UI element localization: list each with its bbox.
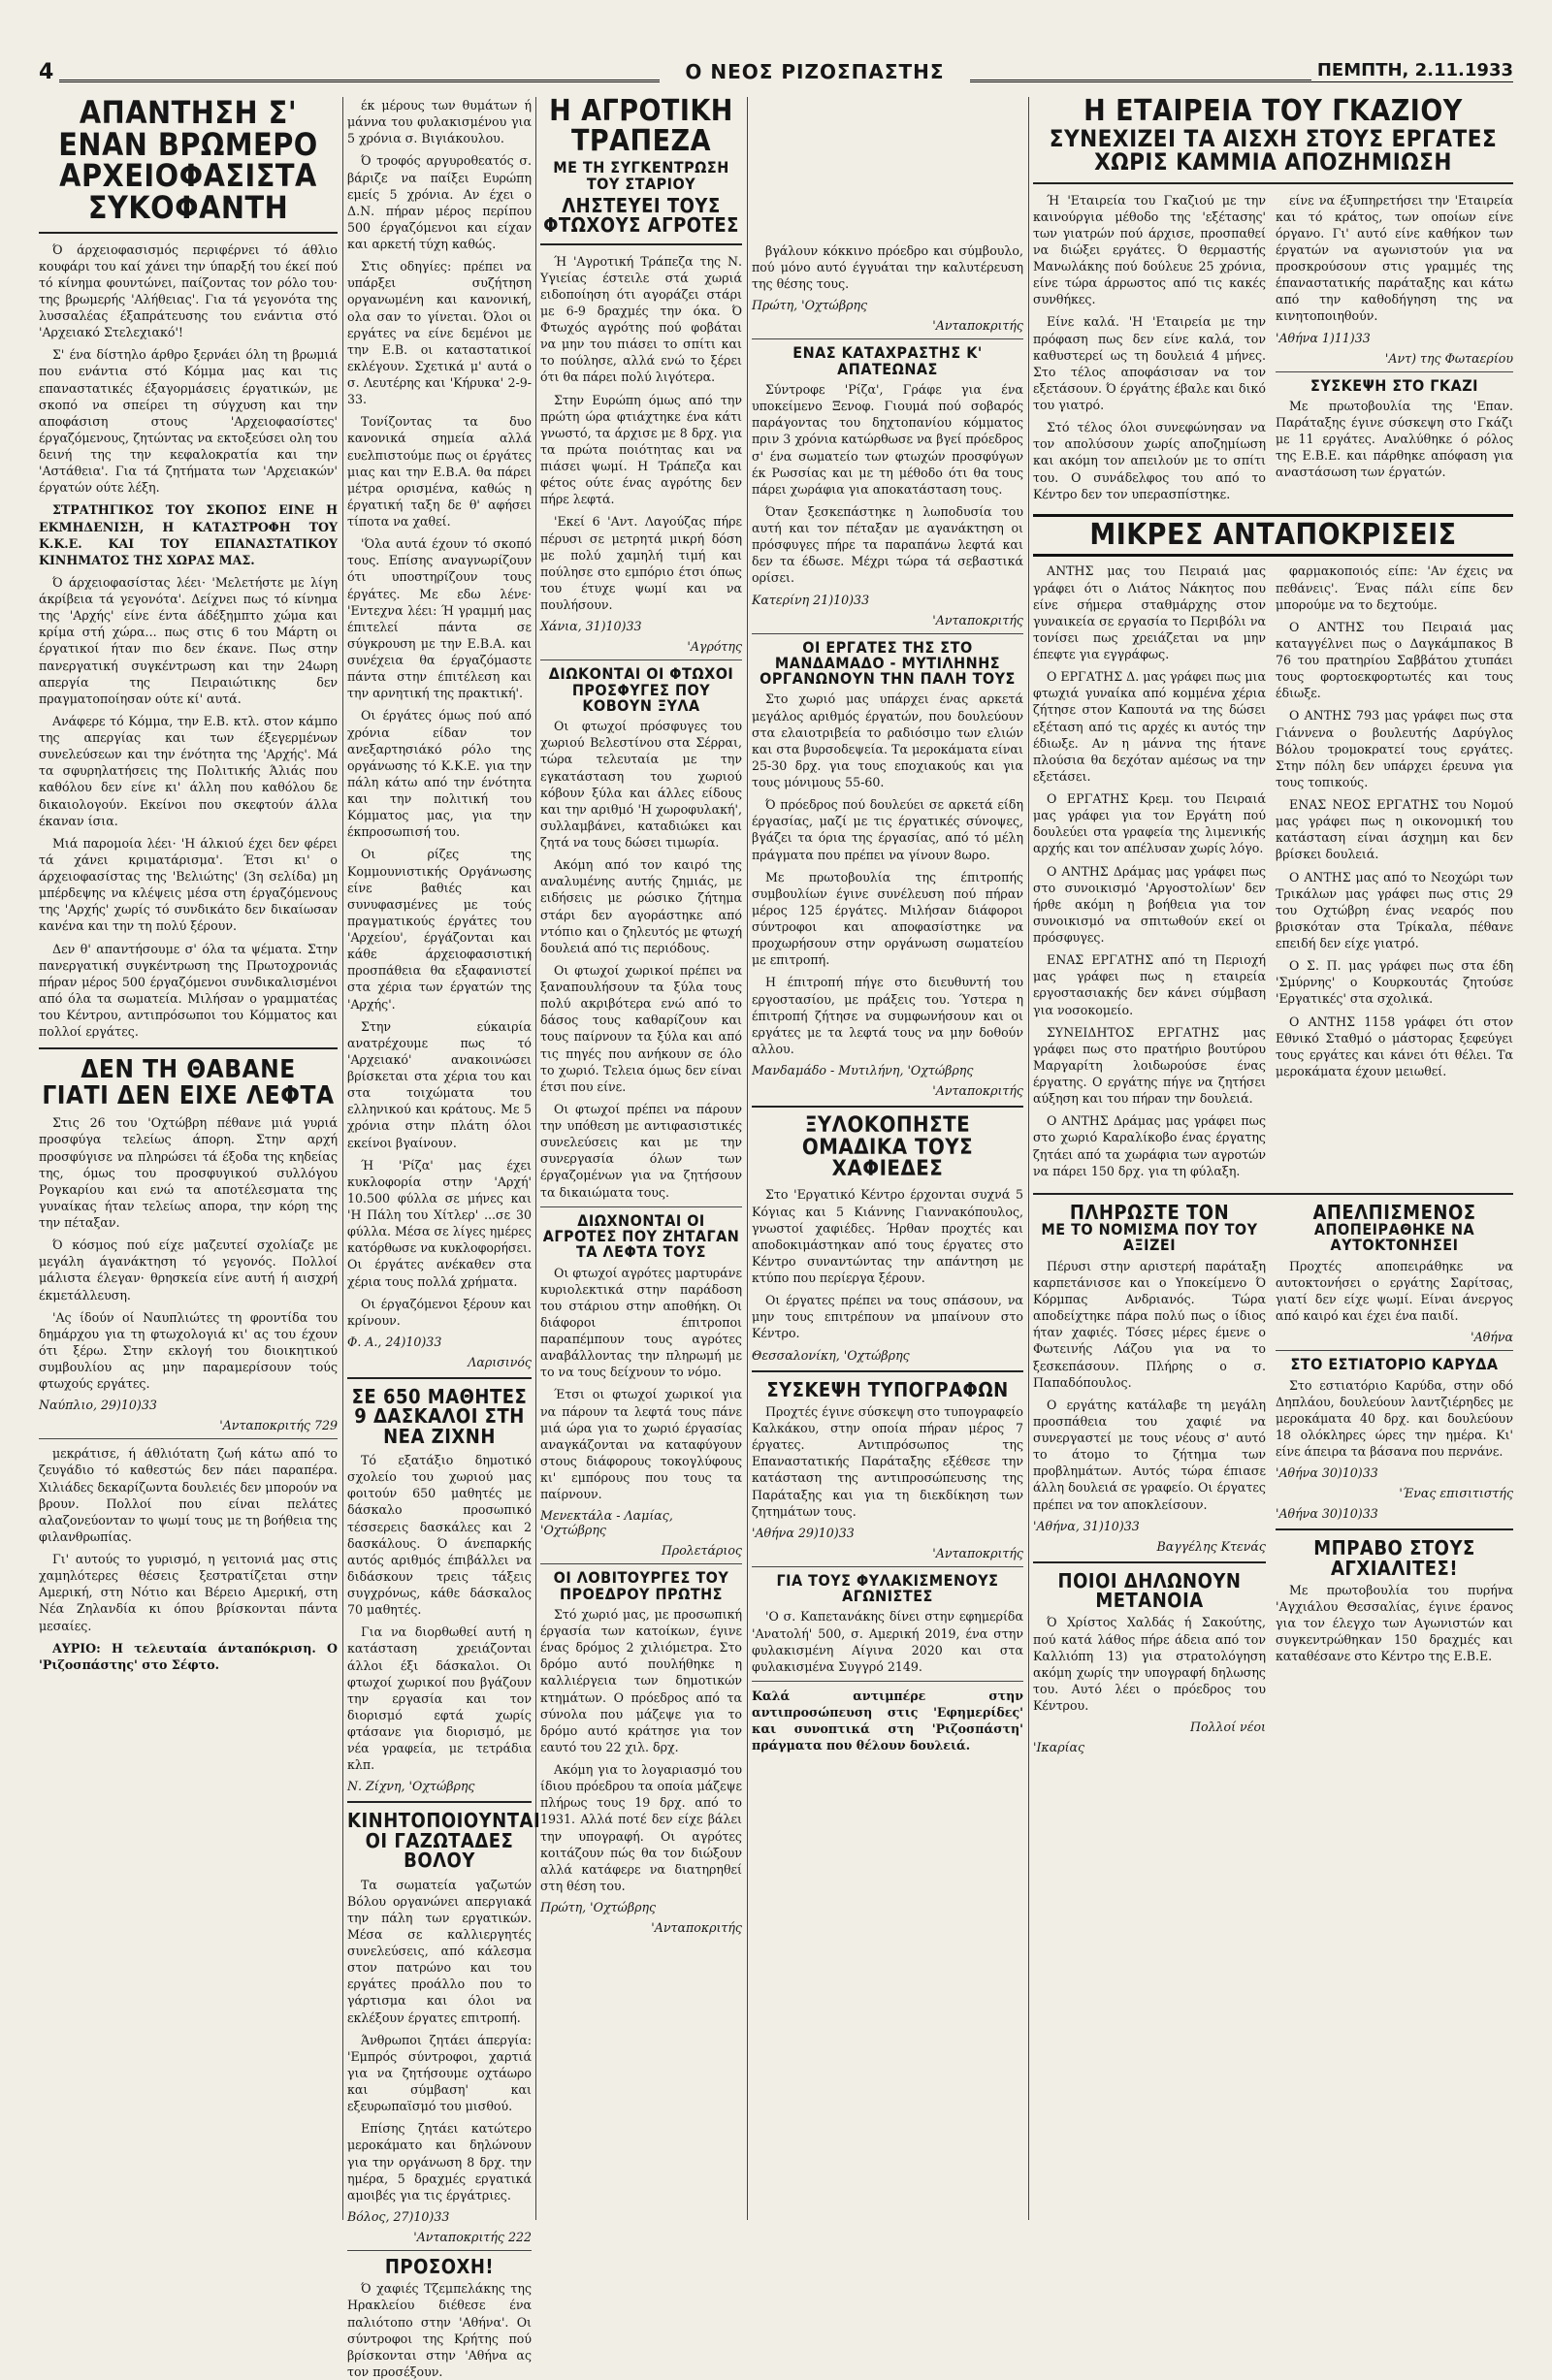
article-headline: ΜΠΡΑΒΟ ΣΤΟΥΣ ΑΓΧΙΑΛΙΤΕΣ! (1313, 1536, 1475, 1580)
article-paragraph: Με πρωτοβουλία του πυρήνα 'Αγχιάλου Θεσσαλίας, έγινε έρανος για τον έλεγχο των Αγωνιστών και συγκεντρώθηκαν 150 δραχμές και καταθέσανε στο Κέντρο της Ε.Β.Ε. (1276, 1582, 1513, 1664)
dateline: 'Αθήνα 29)10)33 (752, 1525, 855, 1540)
article-paragraph: Τονίζοντας τα δυο κανονικά σημεία αλλά ευελπιστούμε πως οι έργάτες μιας και την Ε.Β.Α. θα πάρει μέτρα ορισμένα, καθώς η έργατική ταξη δε θ' αφήσει τίποτα να χαθεί. (347, 414, 532, 529)
reports-subcolumn (1276, 563, 1513, 1184)
article-paragraph: Σ' ένα δίστηλο άρθρο ξερνάει όλη τη βρωμιά που ενάντια στό Κόμμα μας και τις επαναστατικές έξαγορμάσεις έργατικών, με σκοπό να σπείρει τη σύγχυση και την αποφάσιση στους 'Αρχειοφασίστες' έργαζόμενους, ζητώντας να εκτοξεύσει ολη του δεινή της την κεφαλοκρατία και την 'Αστάθεια'. Για τά ζητήματα των 'Αρχειακών' έργατών ούτε λέξη. (39, 347, 338, 496)
article-paragraph: Οι φτωχοί πρόσφυγες του χωριού Βελεστίνου στα Σέρραι, τώρα τελευταία με την εγκατάσταση του χωριού κόβουν ξύλα και άλλες είδους και την αριθμό 'Η χωροφυλακή', συλλαμβάνει, καταδιώκει και ζητά να τους δώσει τιμωρία. (540, 719, 742, 851)
article-paragraph: Επίσης ζητάει κατώτερο μεροκάματο και δηλώνουν για την οργάνωση 8 δρχ. την ημέρα, 5 δραχμές εργατικά αμοιβές για τις έργάτριες. (347, 2121, 532, 2203)
byline: 'Ανταποκριτής (651, 1920, 742, 1936)
column-5 (1033, 94, 1513, 2221)
article-paragraph: Οι έργαζόμενοι ξέρουν και κρίνουν. (347, 1296, 532, 1328)
divider (752, 633, 1023, 634)
article-paragraph: Γι' αυτούς το γυρισμό, η γειτονιά μας στις χαμηλότερες θέσεις ξεστρατίζεται στην Αμερική, στη Νότιο και Βέρειο Αμερική, στη Νέα Ζηλανδία κι όπου βρίσκονται πάντα μεσαίες. (39, 1552, 338, 1633)
article-paragraph: Ό χαφιές Τζεμπελάκης της Ηρακλείου διέθεσε ένα παλιότοπο στην 'Αθήνα'. Οι σύντροφοι της Κρήτης πού βρίσκονται στην 'Αθήνα ας τον προσέξουν. (347, 2281, 532, 2379)
byline: 'Αντ) της Φωταερίου (1384, 350, 1513, 366)
divider (1276, 1528, 1513, 1530)
article-headline: 9 ΔΑΣΚΑΛΟΙ ΣΤΗ ΝΕΑ ΖΙΧΝΗ (354, 1404, 525, 1448)
divider (1276, 371, 1513, 372)
article-headline: ΟΙ ΕΡΓΑΤΕΣ ΤΗΣ ΣΤΟ ΜΑΝΔΑΜΑΔΟ - ΜΥΤΙΛΗΝΗΣ ΟΡΓΑΝΩΝΟΥΝ ΤΗΝ ΠΑΛΗ ΤΟΥΣ (760, 637, 1016, 689)
dateline: 'Αθήνα 1)11)33 (1276, 330, 1371, 345)
dateline: Πρώτη, 'Οχτώβρης (752, 298, 868, 313)
divider (540, 1563, 742, 1564)
article-paragraph: Προχτές αποπειράθηκε να αυτοκτονήσει ο εργάτης Σαρίτσας, γιατί δεν είχε ψωμί. Είναι άνεργος από καιρό και έχει ένα παιδί. (1276, 1258, 1513, 1324)
headline-deck: ΣΥΝΕΧΙΖΕΙ ΤΑ ΑΙΣΧΗ ΣΤΟΥΣ ΕΡΓΑΤΕΣ (1049, 124, 1498, 152)
article-paragraph: Οι έργατες πρέπει να τους σπάσουν, να μην τους επιτρέπουν να μπαίνουν στο Κέντρο. (752, 1293, 1023, 1341)
dateline: 'Ικαρίας (1033, 1740, 1085, 1755)
divider (540, 1206, 742, 1207)
dateline: Μενεκτάλα - Λαμίας, 'Οχτώβρης (540, 1508, 673, 1538)
article-paragraph: Πέρυσι στην αριστερή παράταξη καρπετάνισσε και ο Υποκείμενο Ό Κόρμπας Ανδριανός. Τώρα αποδείχτηκε πάρα πολύ πως ο ίδιος ήταν χαφιές. Τόσες μέρες έμενε ο Φωτεινής Λάζου για να το ξεσκεπάσουν. Πλήρης ο σ. Παπαδόπουλος. (1033, 1258, 1266, 1390)
report-item: Ο Σ. Π. μας γράφει πως στα έδη 'Σμύρνης' ο Κουρκουτάς ζητούσε 'Εργατικές' στα σχολικά. (1276, 958, 1513, 1007)
report-item: Ο ΕΡΓΑΤΗΣ Δ. μας γράφει πως μια φτωχιά γυναίκα από κομμένα χέρια ζήτησε στον Καπουτά να της δώσει εξέταση από τις αρχές κι αυτός την έδιωξε. Αν η μάννα της ήτανε πλούσια θα δεχόταν αμέσως να την εξετάσει. (1033, 669, 1266, 784)
divider (347, 1377, 532, 1379)
article-paragraph: ΣΤΡΑΤΗΓΙΚΟΣ ΤΟΥ ΣΚΟΠΟΣ ΕΙΝΕ Η ΕΚΜΗΔΕΝΙΣΗ, Η ΚΑΤΑΣΤΡΟΦΗ ΤΟΥ Κ.Κ.Ε. ΚΑΙ ΤΟΥ ΕΠΑΝΑΣΤΑΤΙΚΟΥ ΚΙΝΗΜΑΤΟΣ ΤΗΣ ΧΩΡΑΣ ΜΑΣ. (39, 502, 338, 567)
article-paragraph: Προχτές έγινε σύσκεψη στο τυπογραφείο Καλκάκου, στην οποία πήραν μέρος 7 έργατες. Αντιπρόσωπος της Επαναστατικής Παράταξης εξέθεσε την κατάσταση της αντιπροσώπευσης της Παράταξης και για τη διεκδίκηση των ζητημάτων τους. (752, 1403, 1023, 1519)
article-paragraph: Στό τέλος όλοι συνεφώνησαν να τον απολύσουν χωρίς αποζημίωση και ακόμη τον απειλούν με το σπίτι του. Ο συνάδελφος του από το Κέντρο δεν τον υπερασπίστηκε. (1033, 420, 1266, 501)
article-paragraph: Ή 'Ρίζα' μας έχει κυκλοφορία στην 'Αρχή' 10.500 φύλλα σε μήνες και 'Η Πάλη του Χίτλερ' ...σε 30 φύλλα. Μέσα σε λίγες ημέρες κατόρθωσε να κυκλοφορήσει. Οι έργάτες ανέκαθεν στα χέρια τους πολλά χρήματα. (347, 1157, 532, 1289)
dateline: 'Αθήνα 30)10)33 (1276, 1506, 1378, 1522)
headline-deck: ΜΕ ΤΗ ΣΥΓΚΕΝΤΡΩΣΗ ΤΟΥ ΣΤΑΡΙΟΥ (553, 158, 729, 193)
article-paragraph: Ακόμη από τον καιρό της αναλυμένης αυτής ζημιάς, με ειδήσεις με ρώσικο ζήτημα στάρι δεν αγοράστηκε από ντόπιο και ο ζηλευτός με φτωχή δουλειά από τις περιόδους. (540, 857, 742, 955)
article-headline: ΟΙ ΓΑΖΩΤΑΔΕΣ ΒΟΛΟΥ (365, 1828, 514, 1873)
column-divider (535, 97, 536, 2220)
article-subcolumn (1276, 192, 1513, 508)
article-paragraph: Ακόμη για το λογαριασμό του ίδιου πρόεδρου τα οποία μάζεψε πλήρως τους 19 δρχ. από το 1931. Αλλά ποτέ δεν είχε βάλει την υπογραφή. Οι αγρότες κοιτάζουν πώς θα τον διώξουν αλλά κατάφερε να διατηρηθεί στη θέση του. (540, 1762, 742, 1893)
small-reports-banner (1033, 514, 1513, 558)
paper-title: Ο ΝΕΟΣ ΡΙΖΟΣΠΑΣΤΗΣ (660, 60, 970, 83)
article-paragraph: Οι φτωχοί αγρότες μαρτυράνε κυριολεκτικά στην παράδοση του στάριου στην αποθήκη. Οι διάφοροι έπιτροποι παραπέμπουν τους αγρότες αναβάλλοντας την πληρωμή με το να τους δείχνουν το νόμο. (540, 1265, 742, 1380)
dateline: 'Αθήνα 30)10)33 (1276, 1465, 1378, 1481)
report-item: Ο ΑΝΤΗΣ μας από το Νεοχώρι των Τρικάλων μας γράφει πως στις 29 του Οχτώβρη ένας νεαρός που βρισκόταν στα Τρίκαλα, πέθανε επειδή δεν είχε γιατρό. (1276, 869, 1513, 950)
divider (39, 1047, 338, 1049)
dateline: Ναύπλιο, 29)10)33 (39, 1398, 157, 1413)
article-paragraph: μεκράτισε, ή άθλιότατη ζωή κάτω από το ζευγάδιο τό καθεστώς δεν πάει παραπέρα. Χιλιάδες δεκαρίζωντα δουλειές δεν μπορούν να βρουν. Πολλοί που είναι πελάτες αλαζονεύονταν το ψωμί τους με τη βοήθεια της φιλανθρωπίας. (39, 1446, 338, 1544)
article-paragraph: Ό άρχειοφασισμός περιφέρνει τό άθλιο κουφάρι του καί χάνει την ύπαρξή του έκεί πού τό κίνημα φουντώνει, παίζοντας τον ρόλο του· της βρωμερής 'Αλήθειας'. Για τά γεγονότα της λυσσαλέας έξαπράτευσης του ενάντια στό 'Αρχειακό Στελεχιακό'! (39, 241, 338, 340)
article-paragraph: 'Εκεί 6 'Αντ. Λαγούζας πήρε πέρυσι σε μετρητά μικρή δόση με πολύ χαμηλή τιμή και πούλησε στο εμπόριο έτσι όπως του έτυχε ψωμί και να πουλήσουν. (540, 514, 742, 613)
article-headline: ΑΠΟΠΕΙΡΑΘΗΚΕ ΝΑ ΑΥΤΟΚΤΟΝΗΣΕΙ (1313, 1220, 1475, 1255)
headline: Η ΑΓΡΟΤΙΚΗ ΤΡΑΠΕΖΑ (549, 94, 733, 158)
headline-deck: ΧΩΡΙΣ ΚΑΜΜΙΑ ΑΠΟΖΗΜΙΩΣΗ (1094, 148, 1452, 177)
report-item: Ο ΑΝΤΗΣ Δράμας μας γράφει πως στο χωριό Καραλίκοβο ένας έργατης ζητάει από τα χωράφια των αγροτών να πάρει 150 δρχ. για τη φύλαξη. (1033, 1113, 1266, 1178)
dateline: Θεσσαλονίκη, 'Οχτώβρης (752, 1347, 910, 1363)
report-item: Ο ΑΝΤΗΣ 793 μας γράφει πως στα Γιάννενα ο βουλευτής Δαρύγλος Βόλου τρομοκρατεί τους εργάτες. Στην πόλη δεν υπάρχει έρευνα για τους τοπικούς. (1276, 708, 1513, 789)
bottom-subcolumn (1033, 1200, 1266, 1760)
article-paragraph: Οι φτωχοί πρέπει να πάρουν την υπόθεση με αντιφασιστικές συνελεύσεις και με την συνεργασία όλων των έργαζομένων για να ζητήσουν τα δικαιώματα τους. (540, 1101, 742, 1200)
article-paragraph: βγάλουν κόκκινο πρόεδρο και σύμβουλο, πού μόνο αυτό έγγυάται την καλυτέρευση της θέσης τους. (752, 243, 1023, 292)
report-item: ΕΝΑΣ ΕΡΓΑΤΗΣ από τη Περιοχή μας γράφει πως η εταιρεία εργοστασιακής δεν κάνει σύμβαση για νοσοκομείο. (1033, 952, 1266, 1017)
article-headline: ΔΙΩΚΟΝΤΑΙ ΟΙ ΦΤΩΧΟΙ ΠΡΟΣΦΥΓΕΣ ΠΟΥ ΚΟΒΟΥΝ ΞΥΛΑ (548, 664, 734, 715)
divider (39, 232, 338, 234)
column-3 (540, 94, 742, 2221)
divider (1033, 182, 1513, 184)
article-paragraph: Σύντροφε 'Ρίζα', Γράφε για ένα υποκείμενο Ξενοφ. Γιουμά πού σοβαρός παράγοντας του δηχτοπανίου κόμματος πριν 3 χρόνια κατώρθωσε να βγεί πρόεδρος σ' ένα σωματείο των φτωχών προσφύγων έκ Ρωσσίας και με τη μέθοδο ότι θα τους πάρει χωράφια για αποκατάσταση τους. (752, 382, 1023, 497)
article-headline: ΚΙΝΗΤΟΠΟΙΟΥΝΤΑΙ (347, 1809, 541, 1833)
article-paragraph: Στην Ευρώπη όμως από την πρώτη ώρα φτιάχτηκε ένα κάτι γνωστό, τα άρχισε με 8 δρχ. για τα πρώτα ποιότητας και να πιάσει ψωμί. Η Τράπεζα και φέτος ούτε ένας αγρότης δεν πήρε λεφτά. (540, 392, 742, 507)
article-paragraph: Είνε καλά. 'Η 'Εταιρεία με την πρόφαση πως δεν είνε καλά, τον καθυστερεί ως τη δουλειά 4 μήνες. Στο τέλος αποφάσισαν να τον εξετάσουν. Ό έργάτης έβαλε και δικό του γιατρό. (1033, 314, 1266, 413)
article-paragraph: Με πρωτοβουλία της έπιτροπής συμβουλίων έγινε συνέλευση πού πήραν μέρος 125 έργάτες. Μιλήσαν διάφοροι σύντροφοι και αποφασίστηκε να προχωρήσουν στην οργάνωση σωματείου με επιτροπή. (752, 869, 1023, 968)
report-item: Ο ΑΝΤΗΣ 1158 γράφει ότι στον Εθνικό Σταθμό ο μάστορας ξεφεύγει τους εργάτες και κάνει ότι θέλει. Τα μεροκάματα έχουν μειωθεί. (1276, 1013, 1513, 1078)
article-paragraph: Ό Χρίστος Χαλδάς ή Σακούτης, πού κατά λάθος πήρε άδεια από τον Καλλιόπη 13) για στρατολόγηση ακόμη χωρίς την υπογραφή δηλωσης του. Αυτό λέει ο πρόεδρος του Κέντρου. (1033, 1615, 1266, 1714)
divider (540, 243, 742, 245)
divider (752, 338, 1023, 339)
section-headline: ΜΙΚΡΕΣ ΑΝΤΑΠΟΚΡΙΣΕΙΣ (1089, 517, 1457, 552)
article-paragraph: Στο χωριό μας υπάρχει ένας αρκετά μεγάλος αριθμός έργατών, που δουλεύουν στα ελαιοτριβεία το ραδιόσιμο των ελιών και στα βυρσοδεψεία. Τα μεροκάματα είναι 25-30 δρχ. για τους εποχιακούς και για τους μόνιμους 55-60. (752, 691, 1023, 790)
article-paragraph: Ανάφερε τό Κόμμα, την Ε.Β. κτλ. στον κάμπο της απεργίας και των έξεγερμένων συνελεύσεων και την ένότητα της 'Αρχής'. Μά τα σφυρηλατήσεις της Πολιτικής Άλιάς που καθόλου δεν είνε κι' άλλη που καθόλου δε δικαιολογούν. Εκείνοι που σκεφτούν άλλα έκαναν ίσια. (39, 713, 338, 828)
dateline: Πρώτη, 'Οχτώβρης (540, 1900, 657, 1915)
report-item: φαρμακοποιός είπε: 'Αν έχεις να πεθάνεις'. Ένας πάλι είπε δεν μπορούμε να το δεχτούμε. (1276, 563, 1513, 612)
article-headline: ΑΠΕΛΠΙΣΜΕΝΟΣ (1312, 1200, 1476, 1224)
article-paragraph: Ό πρόεδρος πού δουλεύει σε αρκετά είδη έργασίας, μαζί με τις έργατικές σύνοψες, βγάζει τα όρια της έργασίας, από τό μέλη πράγματα που πρέπει να γίνουν 8ωρο. (752, 797, 1023, 862)
article-paragraph: Ο εργάτης κατάλαβε τη μεγάλη προσπάθεια του χαφιέ να συνεργαστεί με τους νέους σ' αυτό το άτομο το ζήτημα των προβλημάτων. Αυτός τώρα έπιασε άλλη δουλειά σε γραφείο. Οι έργατες πρέπει να τον αποκλείσουν. (1033, 1397, 1266, 1512)
dateline: Φ. Α., 24)10)33 (347, 1334, 442, 1349)
article-paragraph: Οι φτωχοί χωρικοί πρέπει να ξαναπουλήσουν τα ξύλα τους πολύ ακριβότερα ενώ από το δάσος τους καθαρίζουν και τους παίρνουν τα ξύλα και από τις πηγές που ανήκουν σε όλο το χωριό. Τελεια όμως δεν είναι έτσι που είνε. (540, 962, 742, 1094)
divider (540, 659, 742, 660)
divider (39, 1438, 338, 1439)
byline: 'Ανταποκριτής 222 (413, 2229, 532, 2244)
headline: ΑΠΑΝΤΗΣΗ Σ' ΕΝΑΝ ΒΡΩΜΕΡΟ (58, 94, 318, 163)
column-divider (342, 97, 343, 2220)
byline: Πολλοί νέοι (1190, 1720, 1266, 1735)
report-item: Ο ΕΡΓΑΤΗΣ Κρεμ. του Πειραιά μας γράφει για τον Εργάτη πού δουλεύει στα γραφεία της λιμενικής αρχής και τον απέλυσαν χωρίς λόγο. (1033, 791, 1266, 856)
column-4 (752, 97, 1023, 2221)
divider (347, 1801, 532, 1803)
headline: Η ΕΤΑΙΡΕΙΑ ΤΟΥ ΓΚΑΖΙΟΥ (1083, 94, 1463, 128)
byline: Βαγγέλης Κτενάς (1156, 1538, 1266, 1554)
byline: 'Ανταποκριτής 729 (219, 1418, 338, 1433)
gas-company-article (1033, 192, 1513, 508)
article-paragraph: Τό εξατάξιο δημοτικό σχολείο του χωριού μας φοιτούν 650 μαθητές με δάσκαλο προσωπικό τέσσερεις δασκάλες και 2 δασκάλους. Ό άνεπαρκής αυτός αριθμός έπιβάλλει να διδάσκουν τρεις τάξεις συγχρόνως, κάθε δάσκαλος 70 μαθητές. (347, 1453, 532, 1618)
byline: 'Ανταποκριτής (932, 1545, 1023, 1560)
article-headline: ΣΥΣΚΕΨΗ ΤΥΠΟΓΡΑΦΩΝ (766, 1377, 1009, 1401)
byline: Προλετάριος (661, 1543, 742, 1559)
article-paragraph: Καλά αντιμπέρε στην αντιπροσώπευση στις 'Εφημερίδες' και συνοπτικά στη 'Ριζοσπάστη' πράγματα που θέλουν δουλειά. (752, 1688, 1023, 1753)
report-item: ΣΥΝΕΙΔΗΤΟΣ ΕΡΓΑΤΗΣ μας γράφει πως στο πρατήριο βουτύρου Μαργαρίτη λοιδωρούσε ένας έργατης. Ο εργάτης πήγε να ζητήσει αύξηση και του πήραν την δουλειά. (1033, 1024, 1266, 1107)
article-headline: ΔΕΝ ΤΗ ΘΑΒΑΝΕ (81, 1055, 296, 1085)
bottom-subcolumn (1276, 1200, 1513, 1760)
article-paragraph: έκ μέρους των θυμάτων ή μάννα του φυλακισμένου για 5 χρόνια σ. Βιγιάκουλου. (347, 98, 532, 146)
article-paragraph: Οι έργάτες όμως πού από χρόνια είδαν τον ανεξαρτησιάκό ρόλο της οργάνωσης τό Κ.Κ.Ε. για την πάλη κάτω από την ένότητα και την πολιτική του Κόμματος μας, για την έκπροσωπισή του. (347, 708, 532, 840)
article-paragraph: Ή 'Εταιρεία του Γκαζιού με την καινούργια μέθοδο της 'εξέτασης' των γιατρών πού άρχισε, προσπαθεί να διώξει εργάτες. Ό θερμαστής Μανωλάκης πού δούλευε 25 χρόνια, είνε τώρα άρρωστος από τις κακές συνθήκες. (1033, 192, 1266, 307)
report-item: Ο ΑΝΤΗΣ Δράμας μας γράφει πως στο συνοικισμό 'Αργοστολίων' δεν ήρθε ακόμη η βοήθεια για τον συνοικισμό να σπιτωθούν εκεί οι πρόσφυγες. (1033, 863, 1266, 945)
article-headline: ΜΕ ΤΟ ΝΟΜΙΣΜΑ ΠΟΥ ΤΟΥ ΑΞΙΖΕΙ (1041, 1220, 1258, 1255)
article-headline: ΞΥΛΟΚΟΠΗΣΤΕ ΟΜΑΔΙΚΑ ΤΟΥΣ ΧΑΦΙΕΔΕΣ (801, 1113, 974, 1181)
bottom-articles (1033, 1200, 1513, 1760)
article-headline: ΣΥΣΚΕΨΗ ΣΤΟ ΓΚΑΖΙ (1310, 375, 1479, 395)
article-paragraph: Για να διορθωθεί αυτή η κατάσταση χρειάζονται άλλοι έξι δάσκαλοι. Οι φτωχοί χωρικοί που βγάζουν την εργασία και τον διορισμό εφτά χωρίς φτάσανε για διορισμό, με νέα γραφεία, με τετράδια κλπ. (347, 1624, 532, 1773)
column-divider (1028, 97, 1029, 2220)
article-paragraph: Οι ρίζες της Κομμουνιστικής Οργάνωσης είνε βαθιές και συνυφασμένες με τούς πραγματικούς έργάτες του 'Αρχείου', έργάζονται και κάθε άρχειοφασιστική προσπάθεια θα εξαφανιστεί στα χέρια των έργατών της 'Αρχής'. (347, 847, 532, 1012)
article-headline: ΕΝΑΣ ΚΑΤΑΧΡΑΣΤΗΣ Κ' ΑΠΑΤΕΩΝΑΣ (792, 343, 983, 378)
byline: 'Αγρότης (687, 639, 742, 655)
page-number: 4 (39, 60, 59, 84)
byline: Λαρισινός (468, 1354, 532, 1369)
article-headline: ΠΟΙΟΙ ΔΗΛΩΝΟΥΝ ΜΕΤΑΝΟΙΑ (1057, 1568, 1242, 1613)
byline: 'Ανταποκριτής (932, 612, 1023, 627)
report-item: ΕΝΑΣ ΝΕΟΣ ΕΡΓΑΤΗΣ του Νομού μας γράφει πως η οικονομική του κατάσταση είναι άσχημη και δεν βρίσκει δουλειά. (1276, 797, 1513, 862)
article-paragraph: Τα σωματεία γαζωτών Βόλου οργανώνει απεργιακά την πάλη των εργατικών. Μέσα σε καλλιεργητές συνελεύσεις, από κάλεσμα στον πατρώνο και του εργάτες προάλλο που το γάρτισμα και όλοι να εκλέξουν έργατες επιτροπή. (347, 1877, 532, 2025)
divider (752, 1370, 1023, 1372)
column-2 (347, 97, 541, 2379)
article-headline: ΓΙΑΤΙ ΔΕΝ ΕΙΧΕ ΛΕΦΤΑ (42, 1080, 335, 1110)
byline: 'Ανταποκριτής (932, 1083, 1023, 1099)
article-subcolumn (1033, 192, 1266, 508)
issue-date: ΠΕΜΠΤΗ, 2.11.1933 (1311, 60, 1513, 80)
small-reports (1033, 563, 1513, 1184)
divider (1033, 1193, 1513, 1195)
report-item: ΑΝΤΗΣ μας του Πειραιά μας γράφει ότι ο Λιάτος Νάκητος που είνε σήμερα σταθμάρχης στον γυναικεία σε εργασία το Περιβόλι να τονίσει πως χρειάζεται να μην έπεφτε για εγγράφως. (1033, 563, 1266, 661)
dateline: Μανδαμάδο - Μυτιλήνη, 'Οχτώβρης (752, 1063, 974, 1078)
column-divider (747, 97, 748, 2220)
divider (1033, 1561, 1266, 1563)
article-headline: ΣΕ 650 ΜΑΘΗΤΕΣ (351, 1384, 528, 1408)
article-paragraph: 'Όλα αυτά έχουν τό σκοπό τους. Επίσης αναγνωρίζουν ότι υποστηρίζουν τους έργάτες. Με εδω λένε· 'Εντεχνα λέει: Ή γραμμή μας έπιτελεί πάντα σε σύγκρουση με την Ε.Β.Α. και συνέχεια θα έργαζόμαστε πάντα στην έπιτέλεση και την αρνητική της πρακτική'. (347, 536, 532, 701)
article-paragraph: Όταν ξεσκεπάστηκε η λωποδυσία του αυτή και τον πέταξαν με αγανάκτηση οι πρόσφυγες πήρε τα παραπάνω λεφτά και δεν τα έδωσε. Μέχρι τώρα τά σεβαστικά ορίσει. (752, 503, 1023, 586)
article-paragraph: Ό κόσμος πού είχε μαζευτεί σχολίαζε με μεγάλη άγανάκτηση τό γεγονός. Πολλοί μάλιστα έλεγαν· θρησκεία είνε αυτή ή αισχρή έκμετάλλευση. (39, 1238, 338, 1303)
article-paragraph: είνε να έξυπηρετήσει την 'Εταιρεία και τό κράτος, των οποίων είνε όργανο. Γι' αυτό είνε καθήκον των έργατών να αγωνιστούν για να προσκρούσουν στις γραμμές της έπαναστατικής παράταξης και κάτω από την καθοδήγηση της να κινητοποιηθούν. (1276, 192, 1513, 324)
article-paragraph: Ό άρχειοφασίστας λέει· 'Μελετήστε με λίγη άκρίβεια τά γεγονότα'. Δείχνει πως τό κίνημα της 'Αρχής' είνε έντα άδέξημπτο χώμα και κρίμα στή χώρα... πως στις 6 του Μάρτη οι έργατικοί ήταν πιο δεν έκανε. Πως στην πανεργατική συγκέντρωση και την 24ωρη απεργία της Πειραιώτικης δεν πραγματοποίησαν ούτε κί' αυτά. (39, 574, 338, 706)
divider (752, 1681, 1023, 1682)
divider (1276, 1350, 1513, 1351)
divider (752, 1106, 1023, 1108)
article-paragraph: Με πρωτοβουλία της 'Επαν. Παράταξης έγινε σύσκεψη στο Γκάζι με 11 εργάτες. Αναλύθηκε ό ρόλος της Ε.Β.Ε. και πάρθηκε απόφαση για αναστάσωση των έργατών. (1276, 398, 1513, 480)
divider (347, 2250, 532, 2251)
article-paragraph: Στό χωριό μας, με προσωπική έργασία των κατοίκων, έγινε ένας δρόμος 2 χιλιόμετρα. Στο δρόμο αυτό πουλήθηκε η καλλιέργεια των δημοτικών κτημάτων. Ο πρόεδρος από τα σύνολα που μάζεψε για το δρόμο αυτό κράτησε για τον εαυτό του 22 χιλ. δρχ. (540, 1606, 742, 1754)
column-1 (39, 94, 338, 2221)
divider (752, 1566, 1023, 1567)
byline: 'Ανταποκριτής (932, 318, 1023, 334)
article-headline: ΣΤΟ ΕΣΤΙΑΤΟΡΙΟ ΚΑΡΥΔΑ (1290, 1355, 1499, 1374)
byline: 'Ένας επισιτιστής (1399, 1486, 1513, 1501)
article-paragraph: 'Ας ίδούν οί Ναυπλιώτες τη φροντίδα του δημάρχου για τη φτωχολογιά κι' ας του έχουν ότι ξέρω. Στην εκλογή του διοικητικού συμβουλίου ας μην παραμερίσουν τούς φτωχούς εργάτες. (39, 1309, 338, 1392)
article-paragraph: 'Ο σ. Καπετανάκης δίνει στην εφημερίδα 'Ανατολή' 500, σ. Αμερική 2019, ένα στην φυλακισμένη Αίγινα 2020 και στα φυλακισμένα Συγγρό 2149. (752, 1609, 1023, 1674)
dateline: Κατερίνη 21)10)33 (752, 592, 870, 607)
article-headline: ΓΙΑ ΤΟΥΣ ΦΥΛΑΚΙΣΜΕΝΟΥΣ ΑΓΩΝΙΣΤΕΣ (776, 1570, 999, 1606)
report-item: Ο ΑΝΤΗΣ του Πειραιά μας καταγγέλνει πως ο Δαγκάμπακος Β 76 του πρατηρίου Σαββάτου χτυπάει τους φορτοεκφορτωτές και τους έδιωξε. (1276, 619, 1513, 701)
article-paragraph: Στην εύκαιρία ανατρέχουμε πως τό 'Αρχειακό' ανακοινώσει βρίσκεται στα χέρια του και στα τοιχώματα του ελληνικού και κράτους. Με 5 χρόνια στην πλάτη όλοι εκείνοι βγαίνουν. (347, 1018, 532, 1150)
byline: 'Αθήνα (1471, 1330, 1513, 1345)
article-paragraph: Δεν θ' απαντήσουμε σ' όλα τα ψέματα. Στην πανεργατική συγκέντρωση της Πρωτοχρονιάς πήραν μέρος 500 έργαζόμενοι συνδικαλισμένοι από όλα τα σωματεία. Μιλήσαν ο γραμματέας του Κέντρου, αντιπρόσωποι του Κόμματος και πολλοί εργάτες. (39, 941, 338, 1040)
article-headline: ΟΙ ΛΟΒΙΤΟΥΡΓΕΣ ΤΟΥ ΠΡΟΕΔΡΟΥ ΠΡΩΤΗΣ (553, 1568, 729, 1603)
article-paragraph: Ή 'Αγροτική Τράπεζα της Ν. Υγιείας έστειλε στά χωριά ειδοποίηση ότι αγοράζει στάρι με 6-9 δραχμές την όκα. Ό Φτωχός αγρότης πού φοβάται να μην του πιάσει το σπίτι και το πούλησε, αλλά ενώ το ξέρει ότι θα πάρει πολύ λιγότερα. (540, 253, 742, 385)
dateline: 'Αθήνα, 31)10)33 (1033, 1518, 1140, 1533)
article-paragraph: ΑΥΡΙΟ: Η τελευταία άνταπόκριση. Ο 'Ριζοσπάστης' στο Σέφτο. (39, 1640, 338, 1672)
dateline: Βόλος, 27)10)33 (347, 2208, 450, 2224)
article-paragraph: Ό τροφός αργυροθεατός σ. βάριζε να παίξει Ευρώπη εμείς 5 χρόνια. Αν έχει ο Δ.Ν. πήραν μέρος περίπου 500 έργαζόμενοι και είχαν και αρκετή τύχη καθώς. (347, 153, 532, 251)
reports-subcolumn (1033, 563, 1266, 1184)
headline: ΑΡΧΕΙΟΦΑΣΙΣΤΑ ΣΥΚΟΦΑΝΤΗ (59, 157, 317, 226)
masthead (39, 60, 1513, 93)
article-headline: ΠΡΟΣΟΧΗ! (384, 2254, 495, 2278)
dateline: Ν. Ζίχνη, 'Οχτώβρης (347, 1779, 475, 1794)
article-paragraph: Στις οδηγίες: πρέπει να υπάρξει συζήτηση οργανωμένη και κανονική, ολα σαν το γίνεται. Όλοι οι εργάτες να είνε δεμένοι με την Ε.Β. οι καταστατικοί εκλέγουν. Σχετικά μ' αυτά ο σ. Λευτέρης και 'Κήρυκα' 2-9-33. (347, 259, 532, 407)
article-paragraph: Η έπιτροπή πήγε στο διευθυντή του εργοστασίου, με πράξεις του. Ύστερα η έπιτροπή ζήτησε να συμφωνήσουν και οι εργάτες με τα λεφτά τους να μην δοθούν αλλου. (752, 975, 1023, 1056)
article-paragraph: Μιά παρομοία λέει· 'Η άλκιού έχει δεν φέρει τά χάνει κριματάρισμα'. Έτσι κι' ο άρχειοφασίστας της 'Βελιώτης' (3η σελίδα) μη μπέρδεψης να κλέψεις μέσα στη έργαζόμενους της 'Αρχής' χωρίς τό συνδικάτο δεν δικαίωσαν κανένα και την τη πολύ ξέρουν. (39, 835, 338, 934)
article-paragraph: Άνθρωποι ζητάει άπεργία: 'Εμπρός σύντροφοι, χαρτιά για να ζητήσουμε οχτάωρο και σύμβαση' και εξευρωπαϊσμό του μισθού. (347, 2032, 532, 2114)
article-headline: ΔΙΩΧΝΟΝΤΑΙ ΟΙ ΑΓΡΟΤΕΣ ΠΟΥ ΖΗΤΑΓΑΝ ΤΑ ΛΕΦΤΑ ΤΟΥΣ (542, 1210, 740, 1262)
article-paragraph: Στο εστιατόριο Καρύδα, στην οδό Δηπλάου, δουλεύουν λαντζιέρηδες με μεροκάματα 40 δρχ. και δουλεύουν 18 ολόκληρες ώρες την ημέρα. Κι' είνε άπειρα τα βάσανα που περνάνε. (1276, 1377, 1513, 1460)
article-paragraph: Στο 'Εργατικό Κέντρο έρχονται συχνά 5 Κόγιας και 5 Κιάννης Γιαννακόπουλος, γνωστοί χαφιέδες. Ήρθαν προχτές και αποδοκιμάστηκαν από τους έργατες στο Κέντρο συναντώντας την απάντηση με κτύπο που περίεργα ξέρουν. (752, 1187, 1023, 1285)
headline-deck: ΛΗΣΤΕΥΕΙ ΤΟΥΣ ΦΤΩΧΟΥΣ ΑΓΡΟΤΕΣ (543, 193, 739, 238)
dateline: Χάνια, 31)10)33 (540, 619, 642, 634)
article-headline: ΠΛΗΡΩΣΤΕ ΤΟΝ (1069, 1200, 1230, 1224)
article-paragraph: Στις 26 του 'Οχτώβρη πέθανε μιά γυριά προσφύγα τελείως άπορη. Στην αρχή προσφύγισε να πληρώσει τά έξοδα της κηδείας της, όμως του προσφυγικού συλλόγου Ρογκαρίου και ενώ τα αποτέλεσματα της γυναίκας ήταν τελείως απορα, την κόρη της την πέταξαν. (39, 1115, 338, 1231)
article-paragraph: Έτσι οι φτωχοί χωρικοί για να πάρουν τα λεφτά τους πάνε μιά ώρα για το χωριό έργασίας αναγκάζονται να καταφύγουν στους διάφορους τοκογλύφους κι' εμπόρους που τους τα παίρνουν. (540, 1387, 742, 1502)
